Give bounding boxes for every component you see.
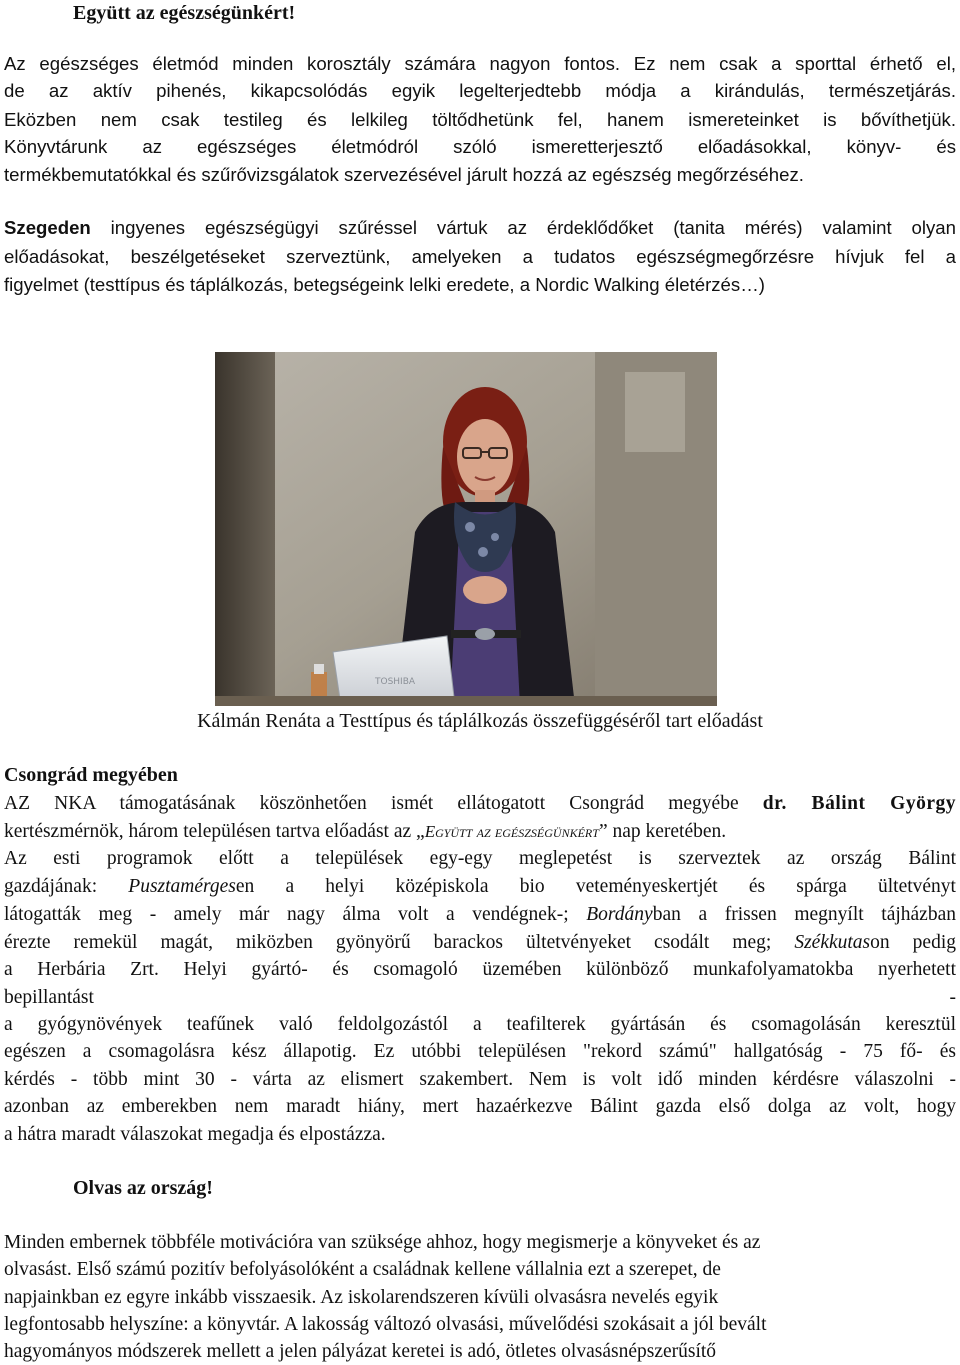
paragraph-line [4, 819, 956, 845]
section-title-olvas: Olvas az ország! [73, 1177, 213, 1199]
paragraph-line: legfontosabb helyszíne: a könyvtár. A lakosság változó olvasási, művelődési szokásait a jól bevált [4, 1314, 767, 1335]
paragraph-line: a gyógynövények teafűnek való feldolgozástól a teafilterek gyártásán és csomagolásán keresztül [4, 1014, 956, 1035]
paragraph-line: hagyományos módszerek mellett a jelen pályázat keretei is adó, ötletes olvasásnépszerűsítő [4, 1341, 717, 1362]
paragraph-line: azonban az emberekben nem maradt hiány, mert hazaérkezve Bálint gazda első dolga az volt, hogy [4, 1096, 956, 1117]
place-name: Székkutas [794, 932, 871, 953]
paragraph-line [4, 791, 956, 817]
text-span: bepillantást [4, 987, 94, 1008]
paragraph-line: egészen a csomagolásra kész állapotig. Ez utóbbi településen "rekord számú" hallgatóság - 75 fő- és [4, 1041, 956, 1062]
szeged-bold: Szegeden [4, 217, 91, 238]
paragraph-line: Eközben nem csak testileg és lelkileg töltődhetünk fel, hanem ismereteinket is bővíthetjük. [4, 109, 956, 130]
paragraph-line: napjainkban ez egyre inkább visszaesik. Az iskolarendszeren kívüli olvasásra nevelés egyik [4, 1287, 719, 1308]
line-dash: - [949, 987, 956, 1008]
place-name: Bordány [586, 904, 653, 925]
lecture-photo-illustration [215, 352, 717, 706]
paragraph-line: a Herbária Zrt. Helyi gyártó- és csomagoló üzemében különböző munkafolyamatokba nyerhetett [4, 959, 956, 980]
paragraph-line [4, 902, 956, 928]
section-title-csongrad: Csongrád megyében [4, 764, 178, 786]
paragraph-line: Minden embernek többféle motivációra van szüksége ahhoz, hogy megismerje a könyveket és az [4, 1232, 761, 1253]
paragraph-line: Az esti programok előtt a települések egy-egy meglepetést is szerveztek az ország Bálint [4, 848, 956, 869]
paragraph-line [4, 874, 956, 900]
paragraph-line: de az aktív pihenés, kikapcsolódás egyik legelterjedtebb módja a kirándulás, természetjárás. [4, 80, 956, 101]
paragraph-line: termékbemutatókkal és szűrővizsgálatok szervezésével járult hozzá az egészség megőrzéséhez. [4, 164, 804, 185]
paragraph-line-szeged [4, 215, 956, 241]
text-span: ban a frissen megnyílt tájházban [652, 904, 956, 925]
paragraph-line: figyelmet (testtípus és táplálkozás, betegségeink lelki eredete, a Nordic Walking életérzés…) [4, 274, 765, 295]
paragraph-line [4, 930, 956, 956]
text-span: on pedig [870, 932, 956, 953]
text-span: kertészmérnök, három településen tartva előadást az „ [4, 821, 425, 842]
place-name: Pusztamérges [128, 876, 236, 897]
text-span: érezte remekül magát, miközben gyönyörű barackos ültetvényeket csodált meg; [4, 932, 795, 953]
paragraph-line: Könyvtárunk az egészséges életmódról szóló ismeretterjesztő előadásokkal, könyv- és [4, 136, 956, 157]
paragraph-line: olvasást. Első számú pozitív befolyásolóként a családnak kellene vállalnia ezt a szerepet, de [4, 1259, 721, 1280]
szeged-text: ingyenes egészségügyi szűréssel vártuk az érdeklődőket (tanita mérés) valamint olyan [90, 217, 956, 238]
paragraph-line: a hátra maradt válaszokat megadja és elpostázza. [4, 1124, 386, 1145]
photo-caption: Kálmán Renáta a Testtípus és táplálkozás összefüggéséről tart előadást [197, 710, 763, 732]
paragraph-line [4, 985, 956, 1011]
paragraph-line: Az egészséges életmód minden korosztály számára nagyon fontos. Ez nem csak a sporttal érhető el, [4, 53, 956, 74]
lecture-photo [215, 352, 717, 706]
text-span: ” nap keretében. [598, 821, 727, 842]
speaker-name: dr. Bálint György [762, 793, 956, 814]
paragraph-line: előadásokat, beszélgetéseket szerveztünk, amelyeken a tudatos egészségmegőrzésre hívjuk fel a [4, 246, 956, 267]
paragraph-line: kérdés - több mint 30 - várta az elismert szakembert. Nem is volt idő minden kérdésre válaszolni - [4, 1069, 956, 1090]
text-span: en a helyi középiskola bio veteményeskertjét és spárga ültetvényt [235, 876, 956, 897]
text-span: AZ NKA támogatásának köszönhetően ismét ellátogatott Csongrád megyébe [4, 793, 763, 814]
text-span: látogatták meg - amely már nagy álma volt a vendégnek-; [4, 904, 587, 925]
section-title-egyutt: Együtt az egészségünkért! [73, 2, 296, 24]
program-name: Együtt az egészségünkért [424, 822, 599, 841]
laptop-brand: TOSHIBA [375, 677, 416, 687]
text-span: gazdájának: [4, 876, 129, 897]
